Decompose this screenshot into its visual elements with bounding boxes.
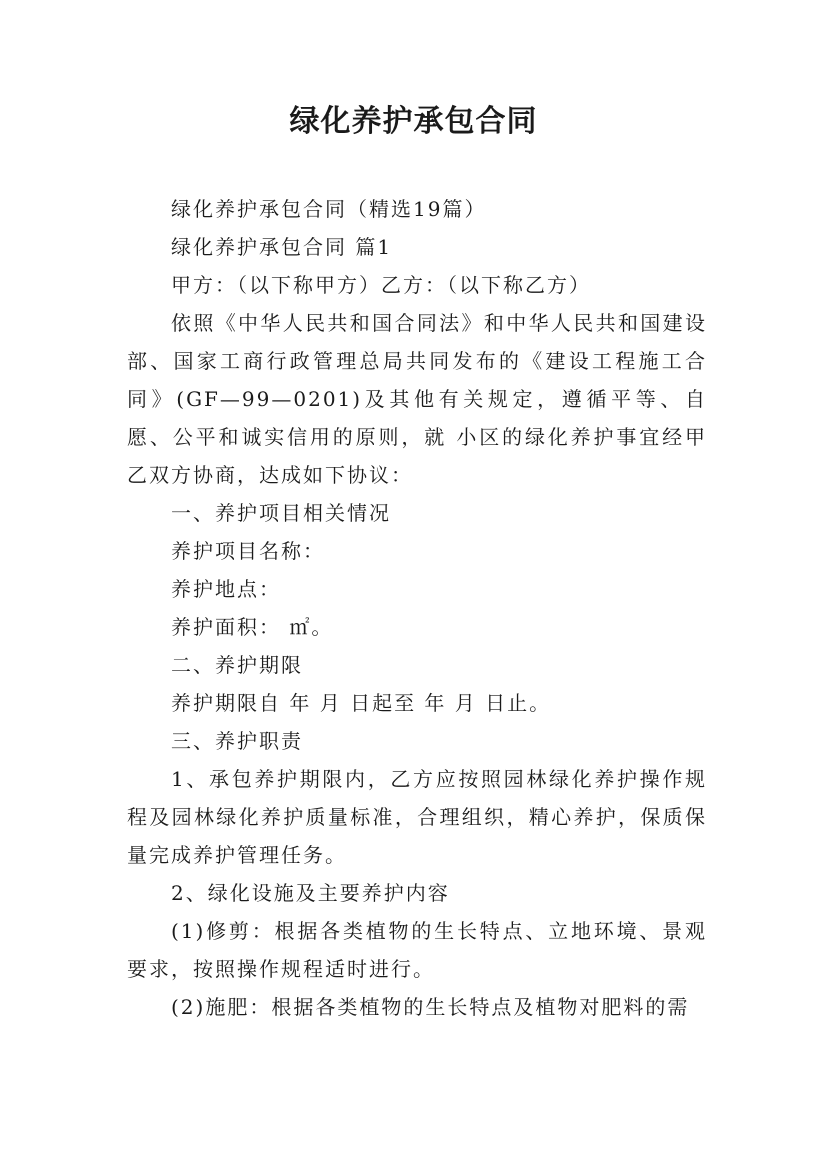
field-term: 养护期限自 年 月 日起至 年 月 日止。: [171, 691, 552, 715]
paragraph-parties: 甲方：（以下称甲方）乙方：（以下称乙方）: [171, 273, 591, 297]
paragraph-duty-2: 2、绿化设施及主要养护内容: [171, 881, 450, 905]
section-heading-project: 一、养护项目相关情况: [171, 501, 391, 525]
field-project-name: 养护项目名称：: [171, 539, 325, 563]
document-body: [127, 190, 707, 1026]
paragraph-basis: 依照《中华人民共和国合同法》和中华人民共和国建设部、国家工商行政管理总局共同发布的《建设工程施工合同》(GF—99—0201)及其他有关规定，遵循平等、自愿、公平和诚实信用的原则，就 小区的绿化养护事宜经甲乙双方协商，达成如下协议：: [127, 311, 707, 487]
paragraph-part-heading: 绿化养护承包合同 篇1: [171, 235, 393, 259]
field-area: 养护面积： ㎡。: [171, 615, 334, 639]
paragraph-duty-1: 1、承包养护期限内，乙方应按照园林绿化养护操作规程及园林绿化养护质量标准，合理组织，精心养护，保质保量完成养护管理任务。: [127, 767, 707, 867]
section-heading-term: 二、养护期限: [171, 653, 303, 677]
paragraph-fertilizing: (2)施肥：根据各类植物的生长特点及植物对肥料的需: [171, 995, 690, 1019]
section-heading-duties: 三、养护职责: [171, 729, 303, 753]
paragraph-pruning: (1)修剪：根据各类植物的生长特点、立地环境、景观要求，按照操作规程适时进行。: [127, 919, 707, 981]
field-location: 养护地点：: [171, 577, 281, 601]
paragraph-heading-selection: 绿化养护承包合同（精选19篇）: [171, 197, 487, 221]
document-title: 绿化养护承包合同: [289, 104, 538, 139]
